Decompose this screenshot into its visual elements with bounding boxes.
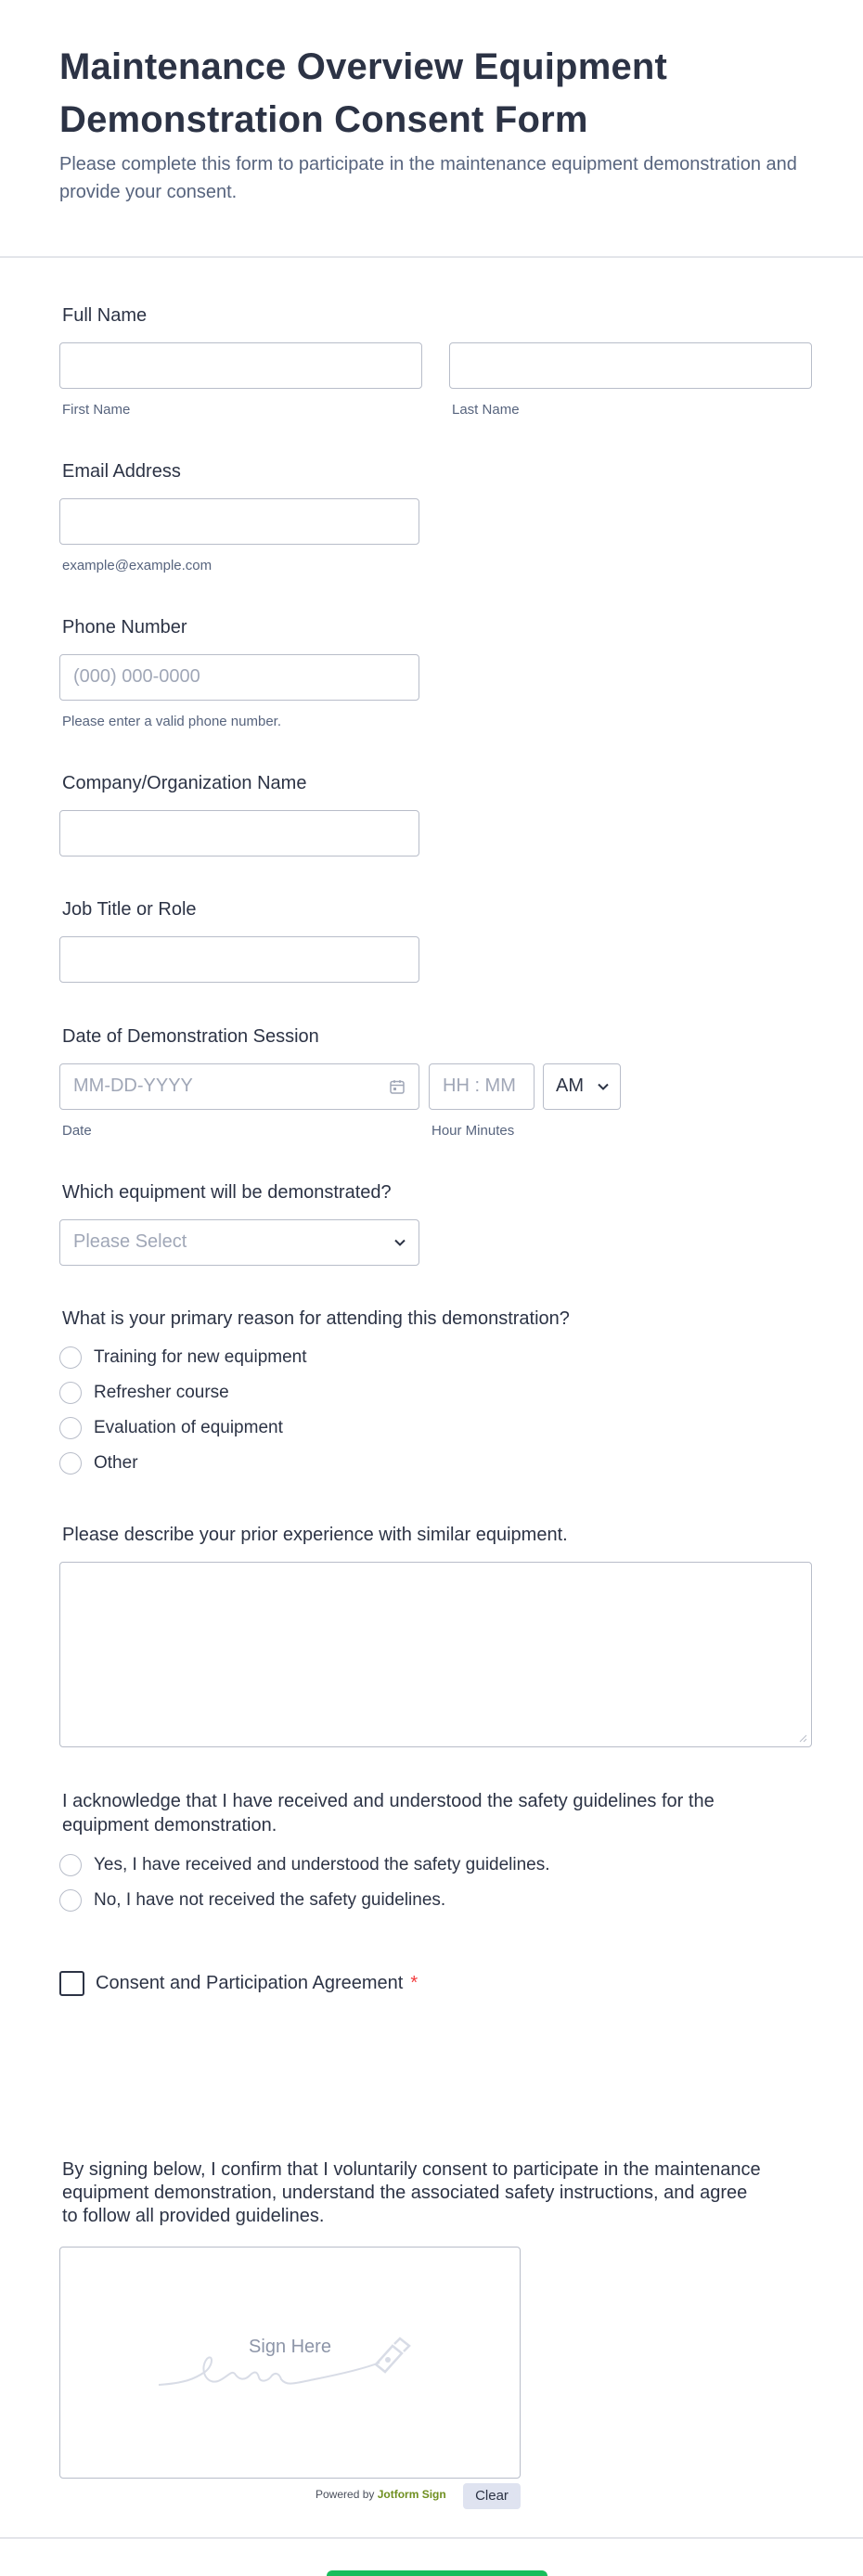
ampm-value: AM <box>556 1075 584 1096</box>
equipment-label: Which equipment will be demonstrated? <box>62 1182 392 1203</box>
email-input[interactable] <box>59 498 419 545</box>
reason-option[interactable] <box>59 1346 307 1369</box>
reason-option[interactable] <box>59 1417 283 1439</box>
submit-button[interactable] <box>327 2570 547 2576</box>
date-placeholder: MM-DD-YYYY <box>73 1075 193 1096</box>
experience-textarea[interactable] <box>59 1562 812 1747</box>
date-sublabel: Date <box>62 1123 92 1139</box>
sign-here-text: Sign Here <box>249 2337 331 2357</box>
email-sublabel: example@example.com <box>62 558 213 573</box>
reason-label: What is your primary reason for attending this demonstration? <box>62 1308 570 1329</box>
clear-signature-button[interactable]: Clear <box>463 2483 521 2509</box>
email-label: Email Address <box>62 461 181 482</box>
phone-input[interactable] <box>59 654 419 701</box>
signature-label: By signing below, I confirm that I voluntarily consent to participate in the maintenance equipment demonstration, understand the associated safety instructions, and agree to follow all provided guidelines. <box>62 2159 761 2226</box>
form-title: Maintenance Overview Equipment Demonstration Consent Form <box>59 46 668 140</box>
first-name-input[interactable] <box>59 342 422 389</box>
powered-by <box>316 2488 446 2501</box>
experience-label: Please describe your prior experience with similar equipment. <box>62 1525 568 1545</box>
reason-option[interactable] <box>59 1452 138 1475</box>
radio-button[interactable] <box>59 1889 82 1912</box>
consent-label: Consent and Participation Agreement <box>96 1973 404 1993</box>
radio-button[interactable] <box>59 1854 82 1876</box>
chevron-down-icon <box>598 1083 609 1090</box>
safety-option[interactable] <box>59 1889 445 1912</box>
calendar-icon[interactable] <box>389 1078 406 1095</box>
session-date-input[interactable] <box>59 1063 419 1110</box>
last-name-input[interactable] <box>449 342 812 389</box>
radio-button[interactable] <box>59 1382 82 1404</box>
safety-option-label: Yes, I have received and understood the safety guidelines. <box>94 1855 550 1874</box>
company-input[interactable] <box>59 810 419 857</box>
chevron-down-icon <box>394 1239 406 1246</box>
consent-checkbox[interactable] <box>59 1971 84 1996</box>
reason-option-label: Evaluation of equipment <box>94 1418 283 1437</box>
time-placeholder: HH : MM <box>443 1075 516 1096</box>
form-header <box>59 41 802 206</box>
session-time-input[interactable] <box>429 1063 535 1110</box>
phone-sublabel: Please enter a valid phone number. <box>62 714 281 729</box>
first-name-sublabel: First Name <box>62 402 131 418</box>
reason-option[interactable] <box>59 1382 229 1404</box>
resize-handle-icon[interactable] <box>798 1733 807 1743</box>
safety-option[interactable] <box>59 1854 550 1876</box>
phone-label: Phone Number <box>62 617 187 638</box>
jotform-sign-brand: Jotform Sign <box>377 2488 446 2501</box>
required-asterisk: * <box>410 1973 419 1993</box>
header-divider <box>0 256 863 258</box>
reason-option-label: Refresher course <box>94 1383 229 1402</box>
equipment-placeholder: Please Select <box>73 1231 187 1252</box>
signature-pad[interactable] <box>59 2247 521 2479</box>
time-sublabel: Hour Minutes <box>432 1123 515 1139</box>
last-name-sublabel: Last Name <box>452 402 520 418</box>
safety-option-label: No, I have not received the safety guidelines. <box>94 1890 446 1910</box>
session-date-label: Date of Demonstration Session <box>62 1026 319 1047</box>
consent-row[interactable] <box>59 1971 418 1996</box>
footer-divider <box>0 2537 863 2539</box>
reason-option-label: Other <box>94 1453 138 1473</box>
phone-placeholder: (000) 000-0000 <box>73 666 200 687</box>
radio-button[interactable] <box>59 1346 82 1369</box>
equipment-select[interactable] <box>59 1219 419 1266</box>
radio-button[interactable] <box>59 1452 82 1475</box>
safety-label: I acknowledge that I have received and understood the safety guidelines for the equipment demonstration. <box>62 1791 715 1835</box>
job-title-input[interactable] <box>59 936 419 983</box>
company-label: Company/Organization Name <box>62 773 307 793</box>
ampm-select[interactable] <box>543 1063 621 1110</box>
powered-prefix: Powered by <box>316 2488 375 2501</box>
job-title-label: Job Title or Role <box>62 899 197 920</box>
radio-button[interactable] <box>59 1417 82 1439</box>
reason-option-label: Training for new equipment <box>94 1347 307 1367</box>
form-subtitle: Please complete this form to participate in the maintenance equipment demonstration and provide your consent. <box>59 154 797 202</box>
full-name-label: Full Name <box>62 305 148 326</box>
